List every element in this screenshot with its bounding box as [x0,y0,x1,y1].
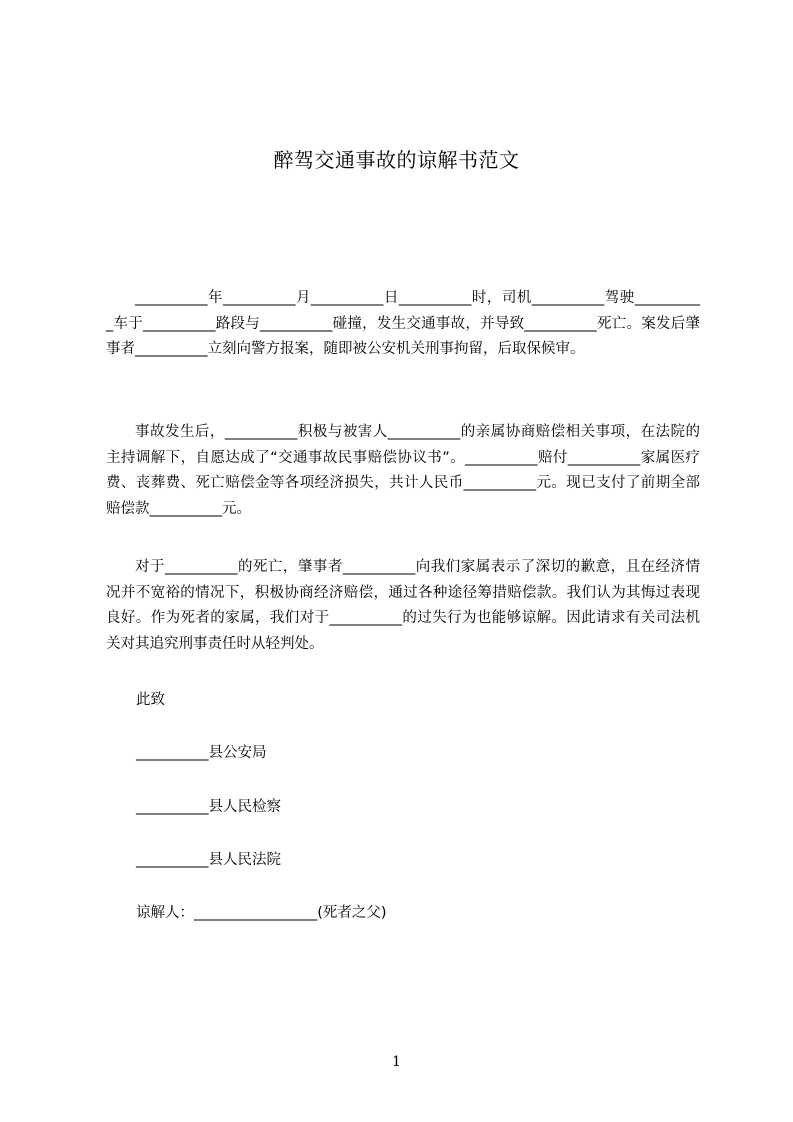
addressee-public-security: __________县公安局 [136,745,267,761]
closing-salutation: 此致 [136,692,165,708]
page-number: 1 [392,1054,401,1070]
document-title: 醉驾交通事故的谅解书范文 [273,148,520,172]
paragraph-incident: __________年__________月__________日__________时，司机__________驾驶__________车于__________路段与__________碰撞，发生交通事故，并导致__________死亡。案发后肇事者__________立刻向警方报案，随即被公安机关刑事拘留，后取保候审。 [106,290,700,357]
addressee-procuratorate: __________县人民检察 [136,799,281,815]
signer-line: 谅解人：_________________(死者之父) [136,905,387,921]
paragraph-compensation: 事故发生后，__________积极与被害人__________的亲属协商赔偿相关事项，在法院的主持调解下，自愿达成了“交通事故民事赔偿协议书”。__________赔付__________家属医疗费、丧葬费、死亡赔偿金等各项经济损失，共计人民币__________元。现已支付了前期全部赔偿款__________元。 [106,424,700,517]
paragraph-forgiveness: 对于__________的死亡，肇事者__________向我们家属表示了深切的歉意，且在经济情况并不宽裕的情况下，积极协商经济赔偿，通过各种途径筹措赔偿款。我们认为其悔过表现良好。作为死者的家属，我们对于__________的过失行为也能够谅解。因此请求有关司法机关对其追究刑事责任时从轻判处。 [106,559,700,652]
addressee-court: __________县人民法院 [136,852,281,868]
